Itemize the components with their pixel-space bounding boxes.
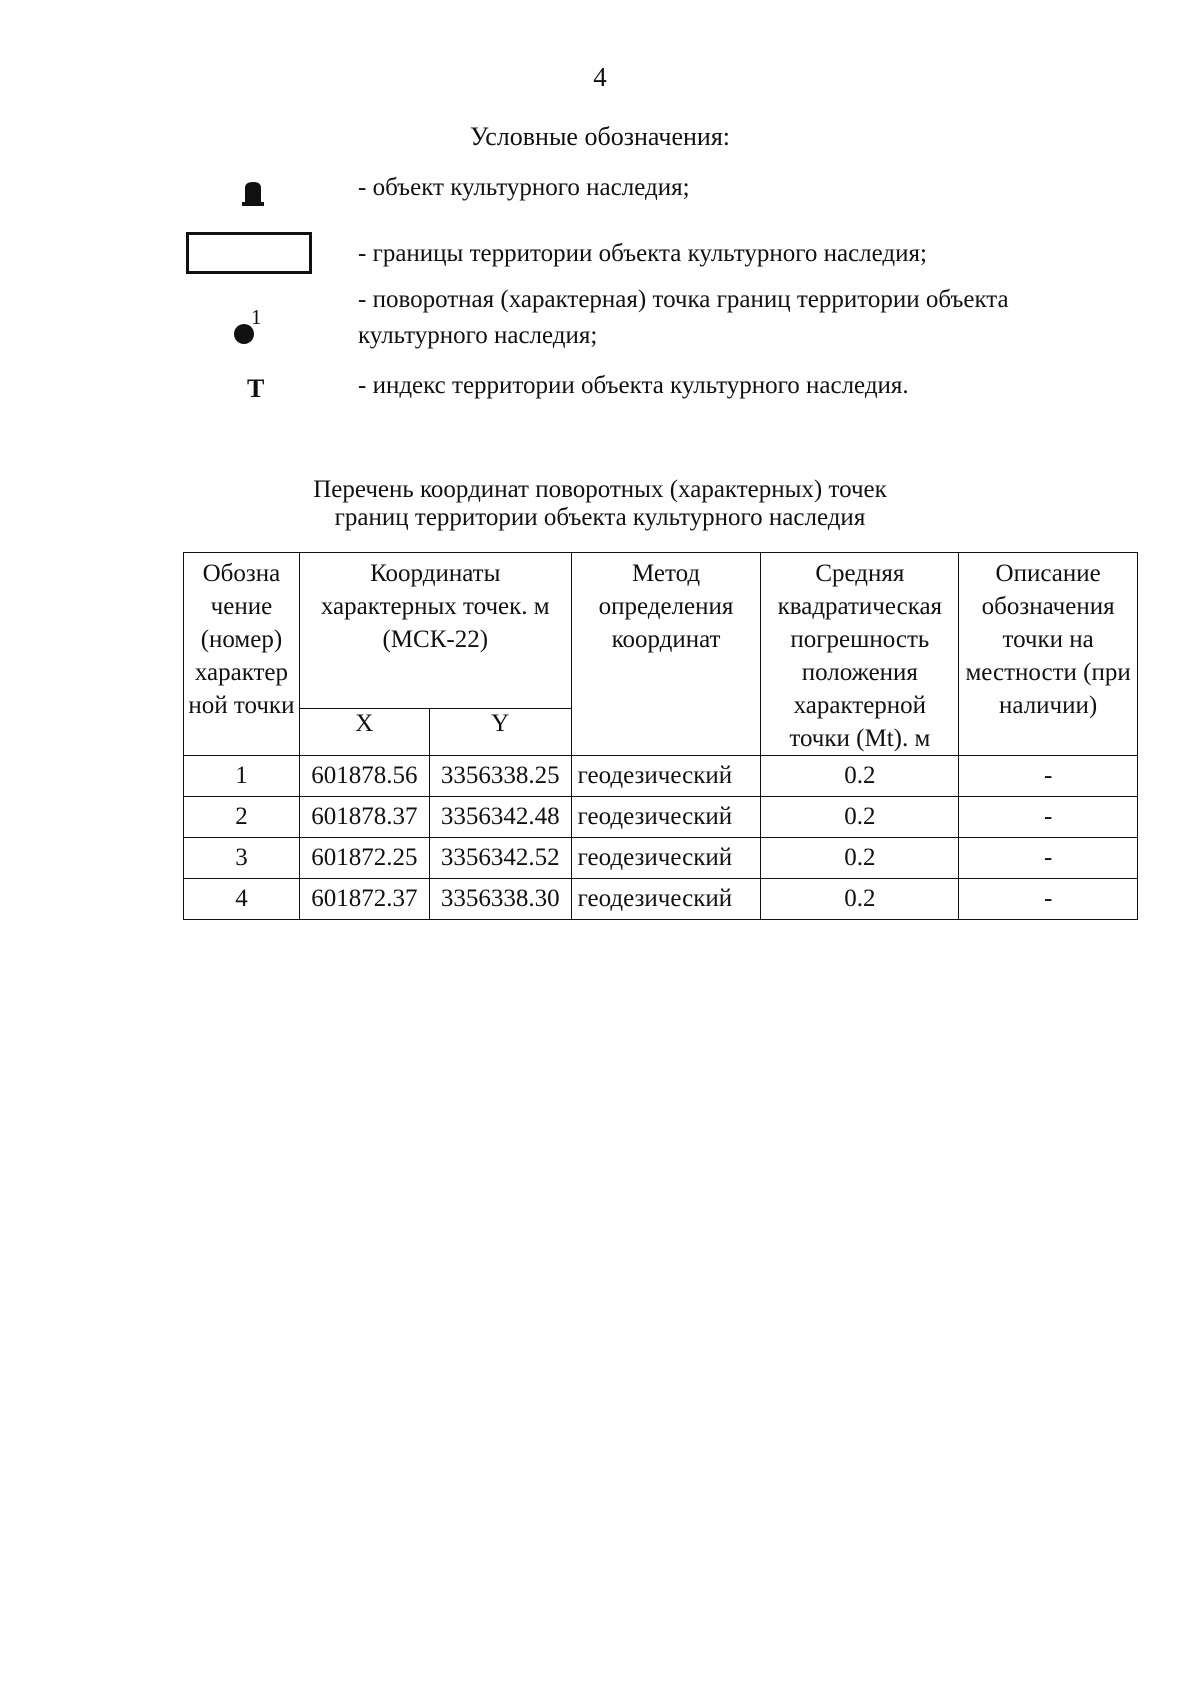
page-number: 4 <box>593 62 607 92</box>
cell-point-number: 1 <box>184 756 300 797</box>
header-coordinates: Координаты характерных точек. м (МСК-22) <box>299 553 571 709</box>
cell-point-number: 3 <box>184 838 300 879</box>
cell-method: геодезический <box>571 756 761 797</box>
cell-x: 601872.25 <box>299 838 429 879</box>
cell-description: - <box>959 756 1138 797</box>
coordinates-table <box>183 552 1138 920</box>
table-title-line-2: границ территории объекта культурного наследия <box>334 504 866 531</box>
cell-point-number: 2 <box>184 797 300 838</box>
cell-y: 3356338.30 <box>429 879 571 920</box>
cell-method: геодезический <box>571 879 761 920</box>
cell-x: 601872.37 <box>299 879 429 920</box>
territory-index-icon: Т <box>247 374 265 403</box>
legend-title: Условные обозначения: <box>469 122 731 151</box>
header-x: X <box>299 709 429 756</box>
header-description: Описание обозначения точки на местности (при наличии) <box>959 553 1138 756</box>
table-row <box>184 838 1138 879</box>
cell-error: 0.2 <box>761 756 959 797</box>
legend-text-boundary: - границы территории объекта культурного наследия; <box>358 240 927 267</box>
cell-y: 3356342.52 <box>429 838 571 879</box>
cell-x: 601878.37 <box>299 797 429 838</box>
boundary-rectangle-icon <box>186 232 312 274</box>
turning-point-icon <box>234 306 274 350</box>
legend-text-index: - индекс территории объекта культурного наследия. <box>358 372 909 399</box>
header-method: Метод определения координат <box>571 553 761 756</box>
cell-error: 0.2 <box>761 879 959 920</box>
cell-x: 601878.56 <box>299 756 429 797</box>
cell-error: 0.2 <box>761 797 959 838</box>
table-row <box>184 879 1138 920</box>
turning-point-label: 1 <box>251 305 262 329</box>
table-title <box>0 476 1200 532</box>
header-designation: Обозна чение (номер) характер ной точки <box>184 553 300 756</box>
legend-text-turning-point: - поворотная (характерная) точка границ территории объекта культурного наследия; <box>358 286 1009 349</box>
monument-icon <box>242 180 264 211</box>
table-row <box>184 756 1138 797</box>
cell-description: - <box>959 879 1138 920</box>
cell-description: - <box>959 838 1138 879</box>
header-y: Y <box>429 709 571 756</box>
cell-method: геодезический <box>571 838 761 879</box>
header-error: Средняя квадратическая погрешность положения характерной точки (Mt). м <box>761 553 959 756</box>
table-title-line-1: Перечень координат поворотных (характерных) точек <box>313 476 887 503</box>
cell-point-number: 4 <box>184 879 300 920</box>
cell-error: 0.2 <box>761 838 959 879</box>
legend-text-object: - объект культурного наследия; <box>358 174 690 201</box>
cell-y: 3356338.25 <box>429 756 571 797</box>
table-row <box>184 797 1138 838</box>
cell-method: геодезический <box>571 797 761 838</box>
table-header-row <box>184 553 1138 709</box>
cell-y: 3356342.48 <box>429 797 571 838</box>
cell-description: - <box>959 797 1138 838</box>
